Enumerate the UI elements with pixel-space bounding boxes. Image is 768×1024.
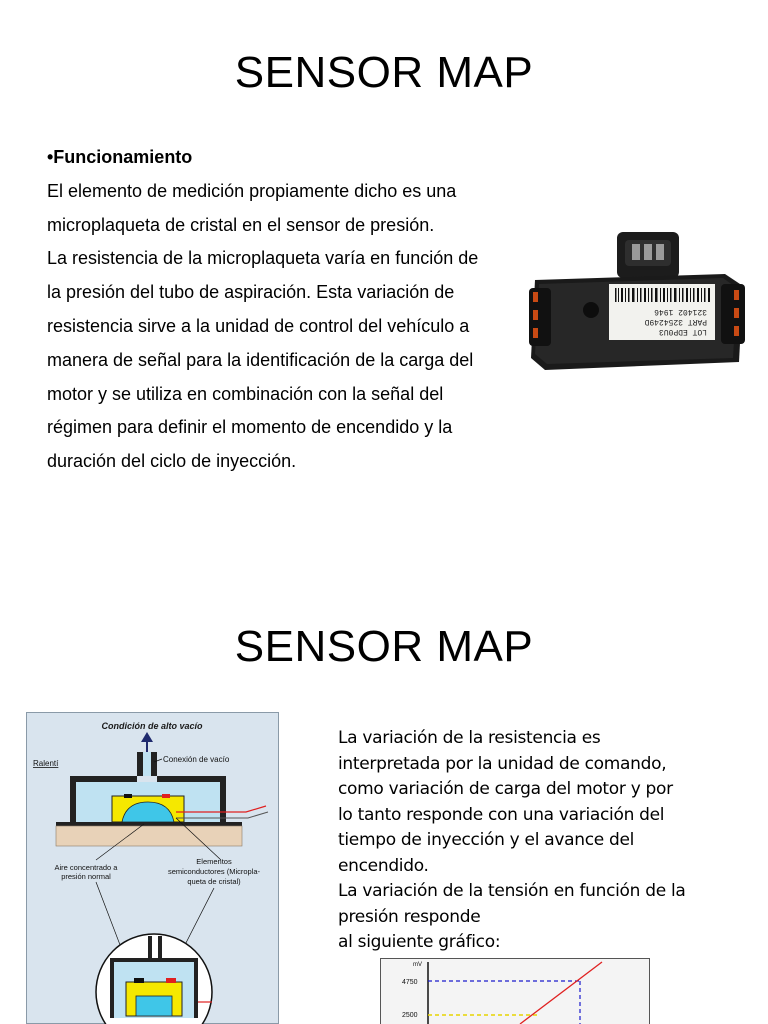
body-line: El elemento de medición propiamente dicho es una	[47, 180, 457, 201]
body-line: lo tanto responde con una variación del	[338, 804, 665, 825]
slide-2-title: SENSOR MAP	[234, 622, 534, 671]
body-line: duración del ciclo de inyección.	[47, 451, 297, 472]
body-line: manera de señal para la identificación de la carga del	[47, 349, 474, 370]
elements-label-line: queta de cristal)	[187, 877, 241, 886]
body-line: presión responde	[338, 906, 481, 927]
body-line: régimen para definir el momento de encendido y la	[47, 417, 453, 438]
diagram-title: Condición de alto vacío	[101, 721, 203, 731]
body-line: La variación de la resistencia es	[338, 728, 601, 748]
body-line: la presión del tubo de aspiración. Esta variación de	[47, 282, 455, 303]
body-line: al siguiente gráfico:	[338, 932, 501, 952]
map-sensor-photo	[525, 222, 747, 372]
body-line: tiempo de inyección y el avance del	[338, 830, 635, 850]
body-line: como variación de carga del motor y por	[338, 779, 673, 799]
slide-1-body	[47, 141, 517, 479]
graph-tick-label: 4750	[402, 979, 418, 986]
sensor-diagram	[26, 712, 279, 1024]
photo-label-line: PART 3254249D	[644, 317, 707, 326]
voltage-pressure-graph	[380, 958, 650, 1024]
body-line: interpretada por la unidad de comando,	[338, 753, 667, 774]
air-label-line: Aire concentrado a	[54, 863, 118, 872]
vacuum-connection-label: Conexión de vacío	[163, 755, 230, 764]
elements-label-line: semiconductores (Micropla-	[167, 867, 261, 876]
body-line: motor y se utiliza en combinación con la señal del	[47, 383, 444, 404]
air-label-line: presión normal	[61, 872, 111, 881]
graph-unit-label: mV	[413, 962, 422, 968]
body-line: resistencia sirve a la unidad de control del vehículo a	[47, 315, 470, 336]
diagram-state-label: Ralentí	[33, 759, 59, 768]
body-line: microplaqueta de cristal en el sensor de presión.	[47, 214, 435, 235]
slide-2-body	[338, 726, 748, 956]
body-line: La variación de la tensión en función de la	[338, 881, 686, 901]
body-line: La resistencia de la microplaqueta varía en función de	[47, 248, 479, 269]
photo-label-line: LOT EDP0U3	[658, 327, 707, 336]
photo-label-line: 321402 1946	[654, 307, 707, 316]
graph-tick-label: 2500	[402, 1012, 418, 1019]
slide-1-title: SENSOR MAP	[234, 48, 534, 97]
body-line: encendido.	[338, 855, 429, 876]
slide-2	[0, 578, 768, 1024]
section-heading: •Funcionamiento	[47, 147, 193, 167]
elements-label-line: Elementos	[196, 857, 232, 866]
